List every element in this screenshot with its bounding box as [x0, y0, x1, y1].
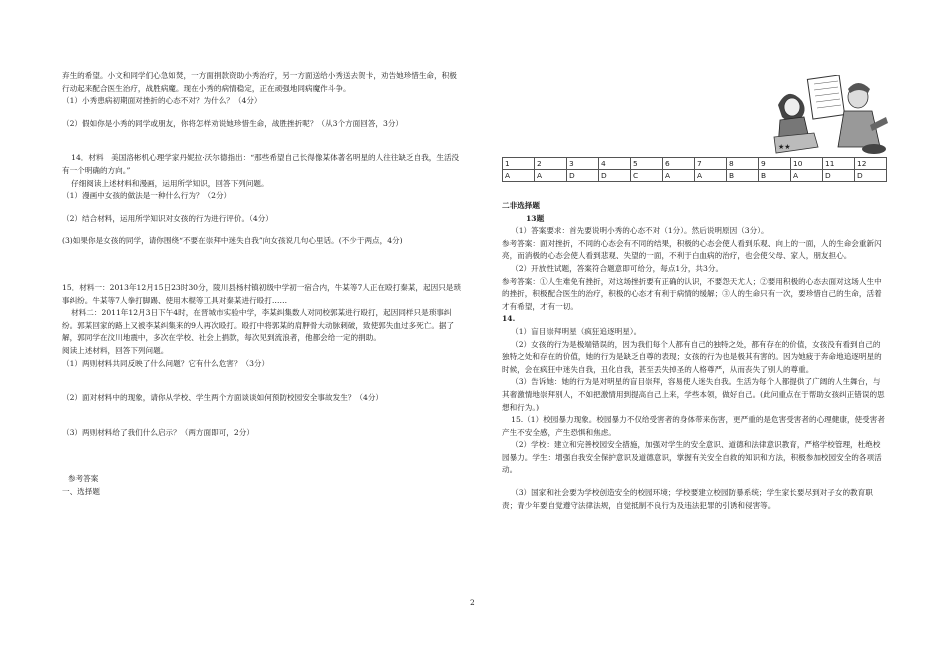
- cartoon-illustration: [770, 75, 890, 160]
- table-cell: D: [855, 170, 887, 182]
- left-column: [62, 70, 462, 498]
- svg-text:★★: ★★: [778, 143, 791, 151]
- table-cell: D: [823, 170, 855, 182]
- section-1-heading: 一、选择题: [62, 486, 100, 496]
- q15-question-1: （1）两则材料共同反映了什么问题？它有什么危害？（3分）: [62, 358, 270, 368]
- table-cell: A: [791, 170, 823, 182]
- table-cell: 2: [535, 158, 567, 170]
- reference-answer-heading: 参考答案: [68, 474, 99, 484]
- answer-14-2: （2）女孩的行为是极端错误的，因为我们每个人都有自己的独特之处，都有存在的价值，女孩没有看到自己的独特之处和存在的价值，她的行为是缺乏自尊的表现；女孩的行为也是极其有害的。因为她疲于奔命地追逐明星的时候，会在疯狂中迷失自我，丑化自我，甚至丢失掉圣的人格尊严，从而丧失了别人的尊重。: [502, 339, 882, 374]
- q14-question-2: （2）结合材料，运用所学知识对女孩的行为进行评价。（4分）: [62, 213, 273, 223]
- answer-15-3: （3）国家和社会要为学校创造安全的校园环境；学校要建立校园防暴系统；学生家长要尽到对子女的教育职责；青少年要自觉遵守法律法规，自觉抵制不良行为及违法犯罪的引诱和侵害等。: [502, 488, 873, 510]
- table-cell: B: [759, 170, 791, 182]
- answer-table: [502, 157, 887, 182]
- q14-instruction: 仔细阅读上述材料和漫画，运用所学知识，回答下列问题。: [71, 178, 269, 188]
- table-cell: 9: [759, 158, 791, 170]
- right-column: [502, 200, 888, 512]
- table-cell: B: [727, 170, 759, 182]
- answer-table-answer-row: [503, 170, 887, 182]
- answer-14-heading: 14.: [502, 314, 516, 324]
- answer-14-3: （3）告诉她：她的行为是对明星的盲目崇拜，容易使人迷失自我。生活为每个人都提供了广阔的人生舞台，与其奢激情地崇拜别人，不如把激情用到提高自己上来，学些本领，做好自己。(此问重点在于帮助女孩纠正错误的思想和行为。): [502, 377, 885, 412]
- table-cell: A: [663, 170, 695, 182]
- table-cell: A: [695, 170, 727, 182]
- q14-material: 14．材料 美国洛彬机心理学家丹妮拉·沃尔德指出：“那些希望自己长得像某体著名明星的人往往缺乏自我，生活没有一个明确的方向。”: [62, 153, 460, 175]
- answer-13-1-reference: 参考答案：面对挫折，不同的心态会有不同的结果，积极的心态会使人看到乐观、向上的一面，人的生命会重新闪亮，而消极的心态会使人看到悲观、失望的一面，不利于白血病的治疗，也会使父母、家人，朋友担心。: [502, 238, 882, 261]
- table-cell: A: [503, 170, 535, 182]
- answer-15-2: （2）学校：建立和完善校园安全措施，加强对学生的安全意识、道德和法律意识教育，严格学校管理，杜绝校园暴力。学生：增强自我安全保护意识及道德意识，掌握有关安全自救的知识和方法，积极参加校园安全的各项活动。: [502, 440, 882, 475]
- table-cell: 6: [663, 158, 695, 170]
- q15-material-1: 15．材料一：2013年12月15日23时30分，陵川县杨村镇初级中学初一宿合内，牛某等7人正在殴打秦某，起因只是琐事纠纷。牛某等7人拳打脚踢、使用木棍等工具对秦某进行殴打……: [62, 282, 461, 305]
- answer-table-number-row: [503, 158, 887, 170]
- q13-question-2: （2）假如你是小秀的同学或朋友，你将怎样劝说她珍惜生命，战胜挫折呢？（从3个方面回答，3分）: [62, 118, 404, 128]
- table-cell: D: [567, 170, 599, 182]
- table-cell: D: [599, 170, 631, 182]
- answer-14-1: （1）盲目崇拜明星（疯狂追逐明星）。: [511, 326, 642, 336]
- answer-15-1: 15.（1）校园暴力现象。校园暴力不仅给受害者的身体带来伤害，更严重的是危害受害者的心理健康，使受害者产生不安全感，产生恐惧和焦虑。: [502, 415, 885, 437]
- q15-question-3: （3）两则材料给了我们什么启示？（两方面即可，2分）: [62, 427, 254, 437]
- table-cell: 1: [503, 158, 535, 170]
- table-cell: 8: [727, 158, 759, 170]
- table-cell: 5: [631, 158, 663, 170]
- q14-question-1: （1）漫画中女孩的做法是一种什么行为？（2分）: [62, 191, 232, 201]
- table-cell: 3: [567, 158, 599, 170]
- q13-material-text: 弃生的希望。小文和同学们心急如焚，一方面捐款资助小秀治疗，另一方面送给小秀送去贺卡，劝告她珍惜生命，积极行动起来配合医生治疗，战胜病魔。现在小秀的病情稳定，正在顽强地同病魔作斗争。: [62, 71, 457, 93]
- answer-13-heading: 13题: [526, 213, 545, 223]
- q13-question-1: （1）小秀患病初期面对挫折的心态不对？为什么？（4分）: [62, 96, 262, 106]
- section-2-heading: 二非选择题: [502, 201, 540, 210]
- table-cell: C: [631, 170, 663, 182]
- q15-instruction: 阅读上述材料，回答下列问题。: [62, 345, 169, 355]
- table-cell: 4: [599, 158, 631, 170]
- table-cell: 11: [823, 158, 855, 170]
- table-cell: 12: [855, 158, 887, 170]
- q14-question-3: (3)如果你是女孩的同学，请你围绕“不要在崇拜中迷失自我”向女孩说几句心里话。(不少于两点，4分): [62, 236, 403, 246]
- q15-material-2: 材料二：2011年12月3日下午4时，在晋城市实验中学，李某纠集数人对同校郭某进行殴打，起因同样只是琐事纠纷。郭某回家的路上又被李某纠集来的9人再次殴打。殴打中将郭某的肩胛骨大动脉刺破，致使郭失血过多死亡。据了解，郭同学在汶川地震中，多次在学校、社会上捐款，每次见到流浪者，他都会给一定的捐助。: [62, 308, 455, 343]
- answer-13-2-reference: 参考答案：①人生难免有挫折，对这场挫折要有正确的认识，不要怨天尤人；②要用积极的心态去面对这场人生中的挫折，积极配合医生的治疗，积极的心态才有利于病情的缓解；③人的生命只有一次，要珍惜自己的生命，活着才有希望，才有一切。: [502, 276, 882, 311]
- table-cell: 7: [695, 158, 727, 170]
- table-cell: 10: [791, 158, 823, 170]
- answer-13-2: （2）开放性试题，答案符合题意即可给分，每点1分，共3分。: [511, 263, 724, 273]
- page-number: 2: [470, 598, 475, 607]
- table-cell: A: [535, 170, 567, 182]
- q15-question-2: （2）面对材料中的现象，请你从学校、学生两个方面谈谈如何预防校园安全事故发生？（4分）: [62, 393, 384, 403]
- answer-13-1: （1）答案要求：首先要说明小秀的心态不对（1分）。然后说明原因（3分）。: [511, 226, 769, 236]
